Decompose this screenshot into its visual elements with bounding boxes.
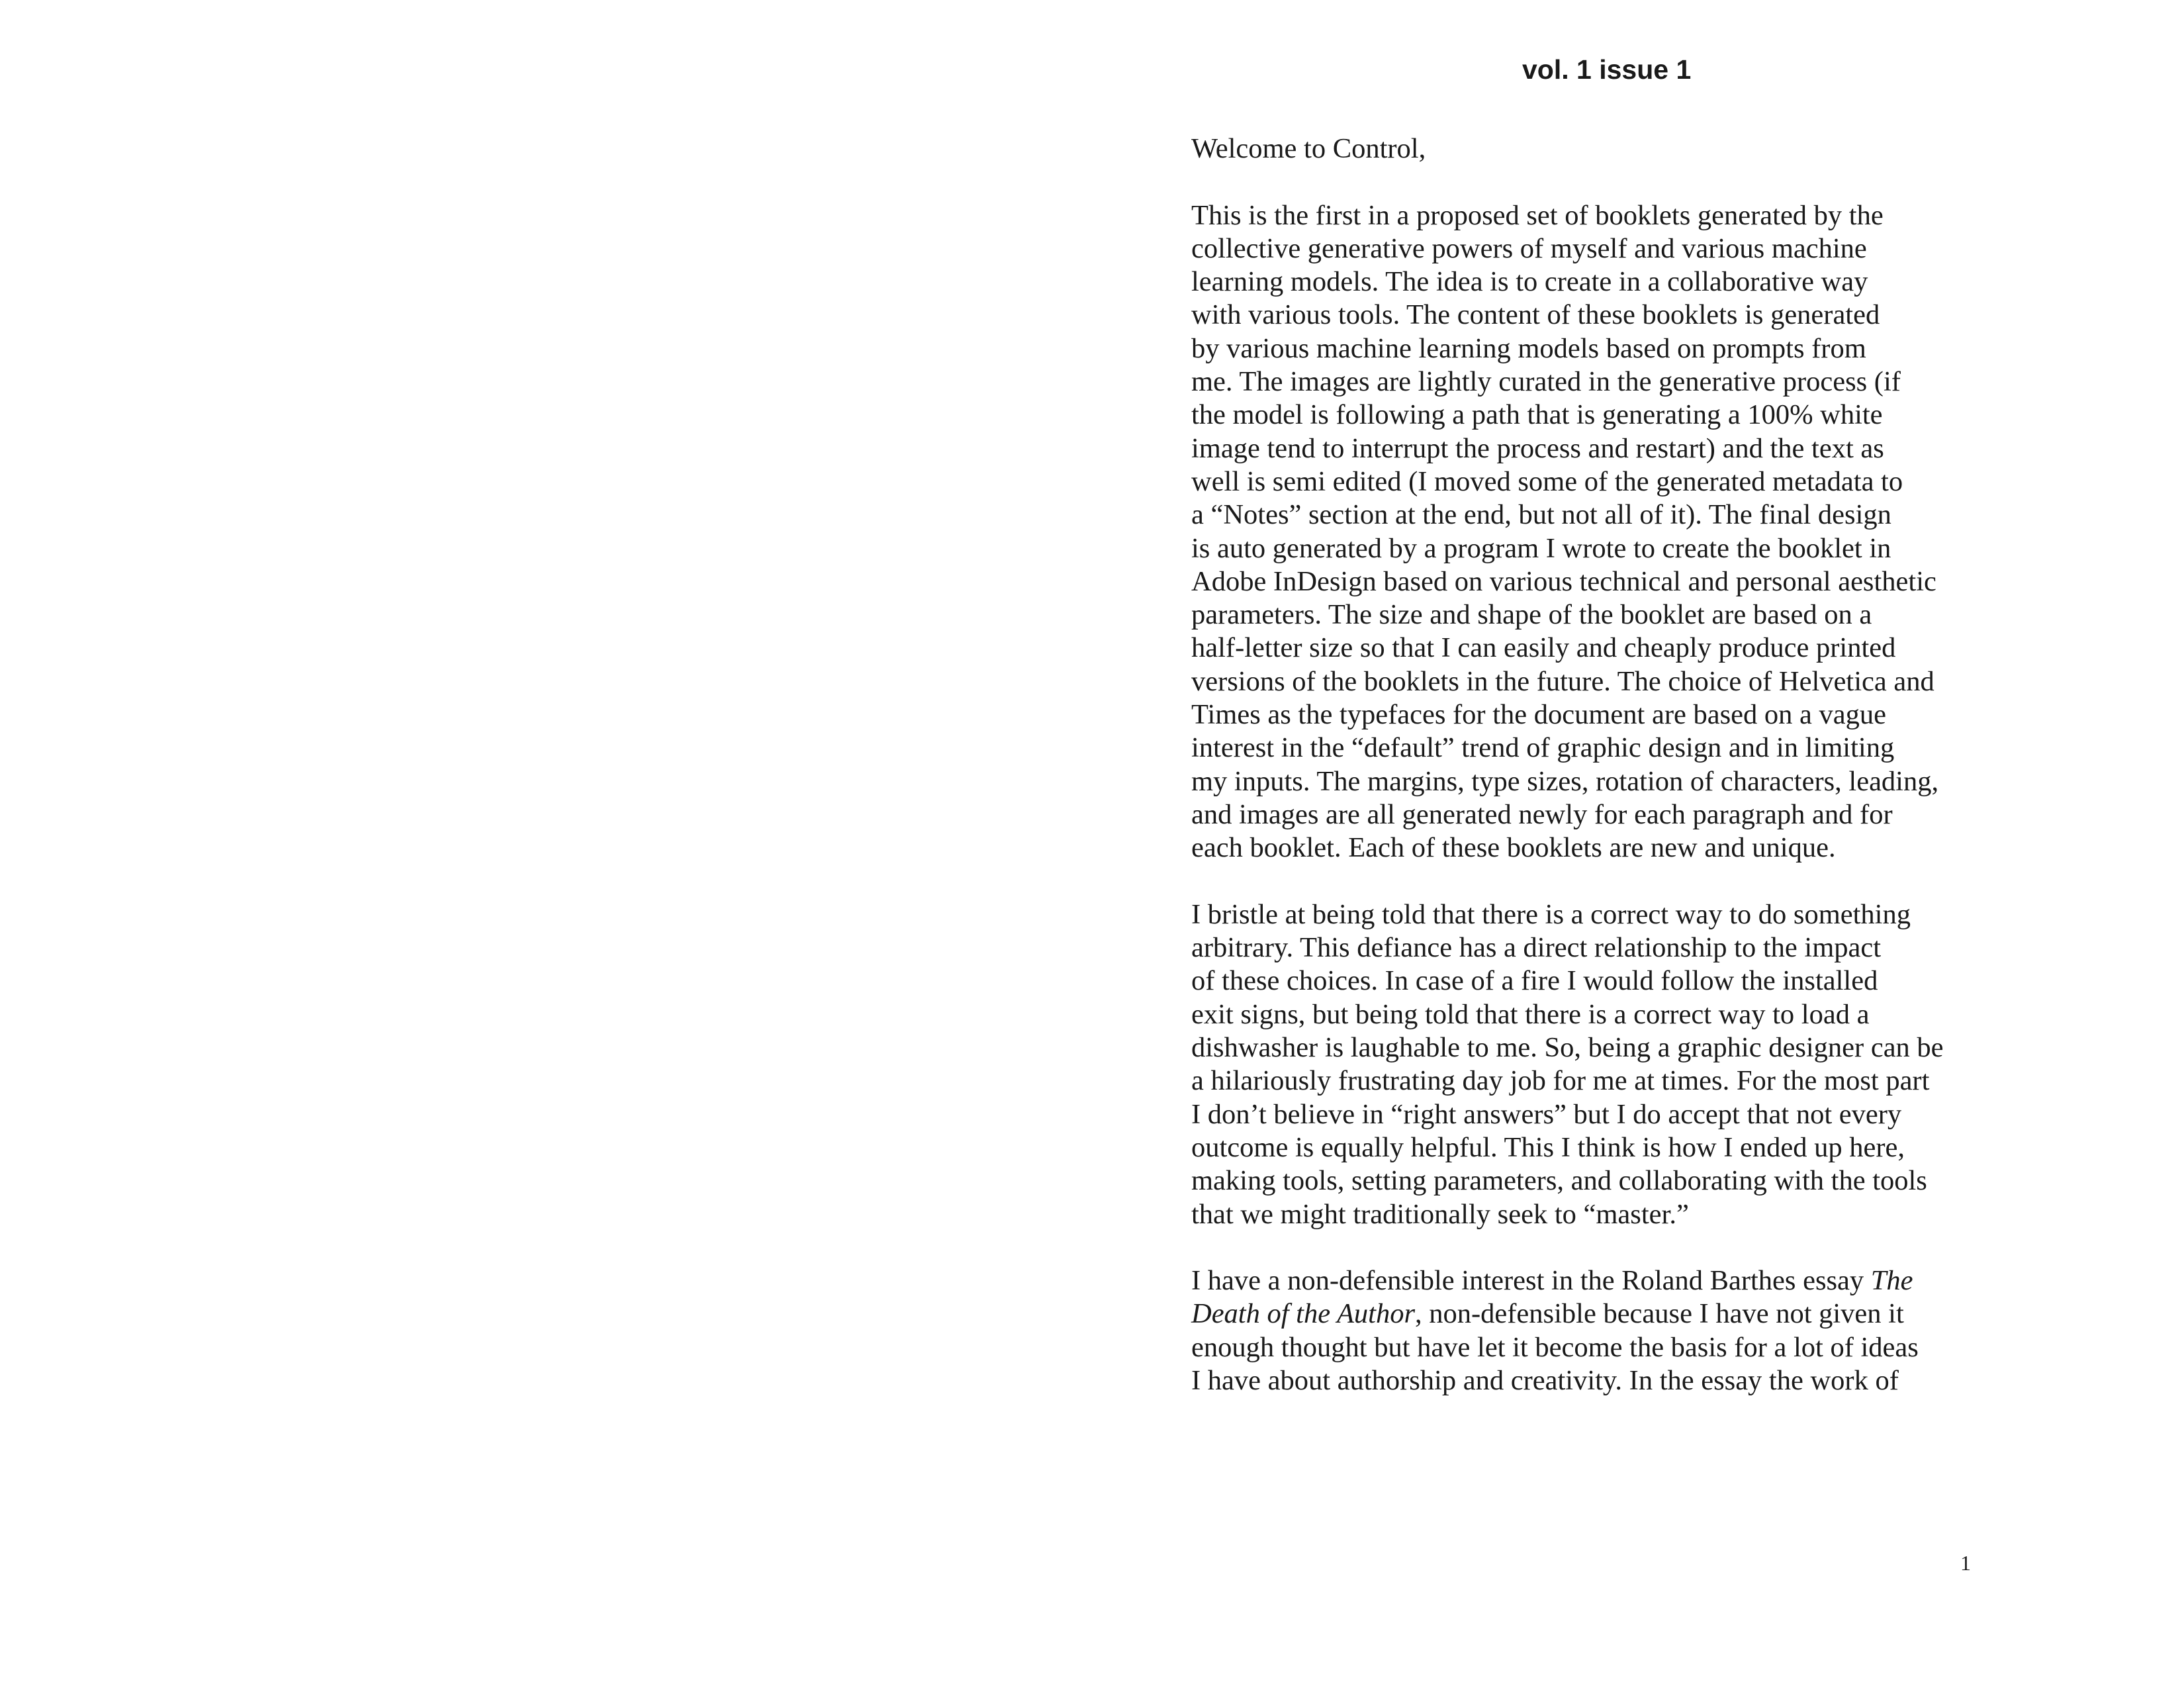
text-line: half-letter size so that I can easily and cheaply produce printed (1191, 632, 1896, 664)
text-line: Adobe InDesign based on various technical and personal aesthetic (1191, 565, 1936, 597)
text-line: a “Notes” section at the end, but not all of it). The final design (1191, 499, 1891, 531)
text-line: making tools, setting parameters, and collaborating with the tools (1191, 1165, 1927, 1197)
text-line: I bristle at being told that there is a correct way to do something (1191, 898, 1911, 930)
text-line: exit signs, but being told that there is a correct way to load a (1191, 998, 1870, 1030)
text-line: enough thought but have let it become the basis for a lot of ideas (1191, 1331, 1919, 1363)
page-number: 1 (1960, 1551, 1971, 1575)
text-line: dishwasher is laughable to me. So, being a graphic designer can be (1191, 1032, 1944, 1064)
text-line: interest in the “default” trend of graphic design and in limiting (1191, 732, 1895, 764)
text-run: I have a non-defensible interest in the Roland Barthes essay (1191, 1265, 1871, 1297)
text-line: each booklet. Each of these booklets are new and unique. (1191, 832, 1836, 864)
paragraph-2 (1191, 898, 2038, 1231)
text-line (1191, 1264, 2038, 1297)
text-run: , non-defensible because I have not given it (1415, 1298, 1904, 1330)
paragraph-gap (1191, 865, 2038, 898)
text-line: that we might traditionally seek to “master.” (1191, 1198, 1689, 1230)
text-line: by various machine learning models based on prompts from (1191, 332, 1866, 364)
text-line: parameters. The size and shape of the booklet are based on a (1191, 599, 1872, 631)
issue-header: vol. 1 issue 1 (1522, 54, 1692, 85)
text-line: outcome is equally helpful. This I think is how I ended up here, (1191, 1131, 1905, 1163)
essay-title-italic: The (1870, 1265, 1913, 1297)
text-line: image tend to interrupt the process and restart) and the text as (1191, 432, 1884, 464)
text-line: of these choices. In case of a fire I would follow the installed (1191, 965, 1878, 997)
essay-title-italic: Death of the Author (1191, 1298, 1416, 1330)
text-line: collective generative powers of myself and various machine (1191, 232, 1867, 264)
text-line: the model is following a path that is generating a 100% white (1191, 399, 1883, 431)
text-line: and images are all generated newly for each paragraph and for (1191, 798, 1893, 830)
paragraph-1 (1191, 199, 2038, 865)
text-line: arbitrary. This defiance has a direct relationship to the impact (1191, 932, 1882, 964)
text-line: a hilariously frustrating day job for me at times. For the most part (1191, 1065, 1930, 1097)
text-line: This is the first in a proposed set of booklets generated by the (1191, 199, 1884, 231)
text-line: my inputs. The margins, type sizes, rotation of characters, leading, (1191, 765, 1939, 797)
text-line: is auto generated by a program I wrote to create the booklet in (1191, 532, 1891, 564)
greeting: Welcome to Control, (1191, 133, 1426, 164)
text-line: well is semi edited (I moved some of the generated metadata to (1191, 465, 1903, 497)
text-line: learning models. The idea is to create in a collaborative way (1191, 266, 1868, 298)
text-line: with various tools. The content of these booklets is generated (1191, 299, 1880, 331)
text-line: me. The images are lightly curated in the generative process (if (1191, 366, 1901, 398)
paragraph-3 (1191, 1264, 2038, 1397)
text-line: I have about authorship and creativity. In the essay the work of (1191, 1364, 1899, 1396)
paragraph-gap (1191, 1231, 2038, 1264)
text-line (1191, 1297, 2038, 1331)
text-line: I don’t believe in “right answers” but I do accept that not every (1191, 1098, 1902, 1130)
paragraph-gap (1191, 165, 2038, 199)
text-line: Times as the typefaces for the document are based on a vague (1191, 699, 1886, 731)
body-text (1191, 132, 2038, 1397)
text-line: versions of the booklets in the future. The choice of Helvetica and (1191, 665, 1934, 697)
